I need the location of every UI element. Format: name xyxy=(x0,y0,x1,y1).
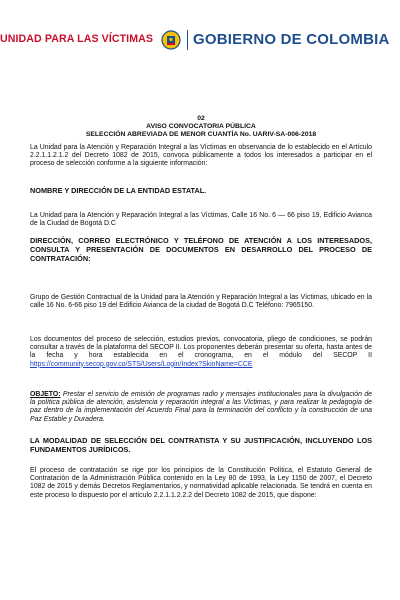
section-heading-modalidad: LA MODALIDAD DE SELECCIÓN DEL CONTRATISTA Y SU JUSTIFICACIÓN, INCLUYENDO LOS FUNDAMENTOS JURÍDICOS. xyxy=(30,436,372,454)
objeto-label: OBJETO: xyxy=(30,391,61,398)
section-text-entidad: La Unidad para la Atención y Reparación Integral a las Víctimas, Calle 16 No. 6 — 66 piso 19, Edificio Avianca de la Ciudad de Bogotá D.C xyxy=(30,212,372,228)
unidad-victimas-logo: UNIDAD PARA LAS VÍCTIMAS xyxy=(0,33,154,45)
gobierno-colombia-logo xyxy=(161,26,390,56)
document-subtitle: SELECCIÓN ABREVIADA DE MENOR CUANTÍA No. UARIV-SA-006-2018 xyxy=(85,131,317,138)
section-text-contacto: Grupo de Gestión Contractual de la Unidad para la Atención y Reparación Integral a las Víctimas, ubicado en la calle 16 No. 6-66 piso 19 del Edificio Avianca de la ciudad de Bogotá D.C Teléfono: 7965150. xyxy=(30,294,372,310)
document-number: 02 xyxy=(197,115,205,122)
section-heading-contacto: DIRECCIÓN, CORREO ELECTRÓNICO Y TELÉFONO DE ATENCIÓN A LOS INTERESADOS, CONSULTA Y PRESENTACIÓN DE DOCUMENTOS EN DESARROLLO DEL PROCESO DE CONTRATACIÓN: xyxy=(30,236,372,263)
document-body xyxy=(30,115,373,499)
section-text-documentos xyxy=(30,336,372,369)
logo-divider xyxy=(187,30,188,50)
section-heading-entidad: NOMBRE Y DIRECCIÓN DE LA ENTIDAD ESTATAL. xyxy=(30,186,207,195)
page-header xyxy=(0,0,400,60)
documentos-text: Los documentos del proceso de selección, estudios previos, convocatoria, pliego de condiciones, se podrán consultar a través de la plataforma del SECOP II. Los proponentes deberán presentar su oferta, hasta antes de la fecha y hora establecida en el cronograma, en el módulo del SECOP II xyxy=(30,336,372,360)
section-text-modalidad: El proceso de contratación se rige por los principios de la Constitución Política, el Estatuto General de Contratación de la Administración Pública contenido en la Ley 80 de 1993, la Ley 1150 de 2007, el Decreto 1082 de 2015 y demás Decretos Reglamentarios, y normatividad aplicable relacionada. Se tendrá en cuenta en este proceso lo dispuesto por el artículo 2.2.1.1.2.2.2 del Decreto 1082 de 2015, que dispone: xyxy=(30,467,372,499)
colombia-coat-of-arms-icon xyxy=(161,30,181,50)
gobierno-colombia-text: GOBIERNO DE COLOMBIA xyxy=(193,31,390,48)
objeto-text: Prestar el servicio de emisión de programas radio y mensajes institucionales para la divulgación de la política pública de atención, asistencia y reparación integral a las Víctimas, y para realizar la pedagogía de paz dentro de la implementación del Acuerdo Final para la terminación del conflicto y la construcción de una Paz Estable y Duradera. xyxy=(30,391,373,423)
secop-link[interactable]: https://community.secop.gov.co/STS/Users/Login/Index?SkinName=CCE xyxy=(30,360,253,368)
document-title: AVISO CONVOCATORIA PÚBLICA xyxy=(146,123,256,130)
objeto-paragraph xyxy=(30,391,372,424)
intro-paragraph: La Unidad para la Atención y Reparación Integral a las Víctimas en observancia de lo establecido en el Artículo 2.2.1.1.2.1.2 del Decreto 1082 de 2015, convoca públicamente a todos los interesados a participar en el proceso de selección conforme a la siguiente información: xyxy=(30,144,372,168)
